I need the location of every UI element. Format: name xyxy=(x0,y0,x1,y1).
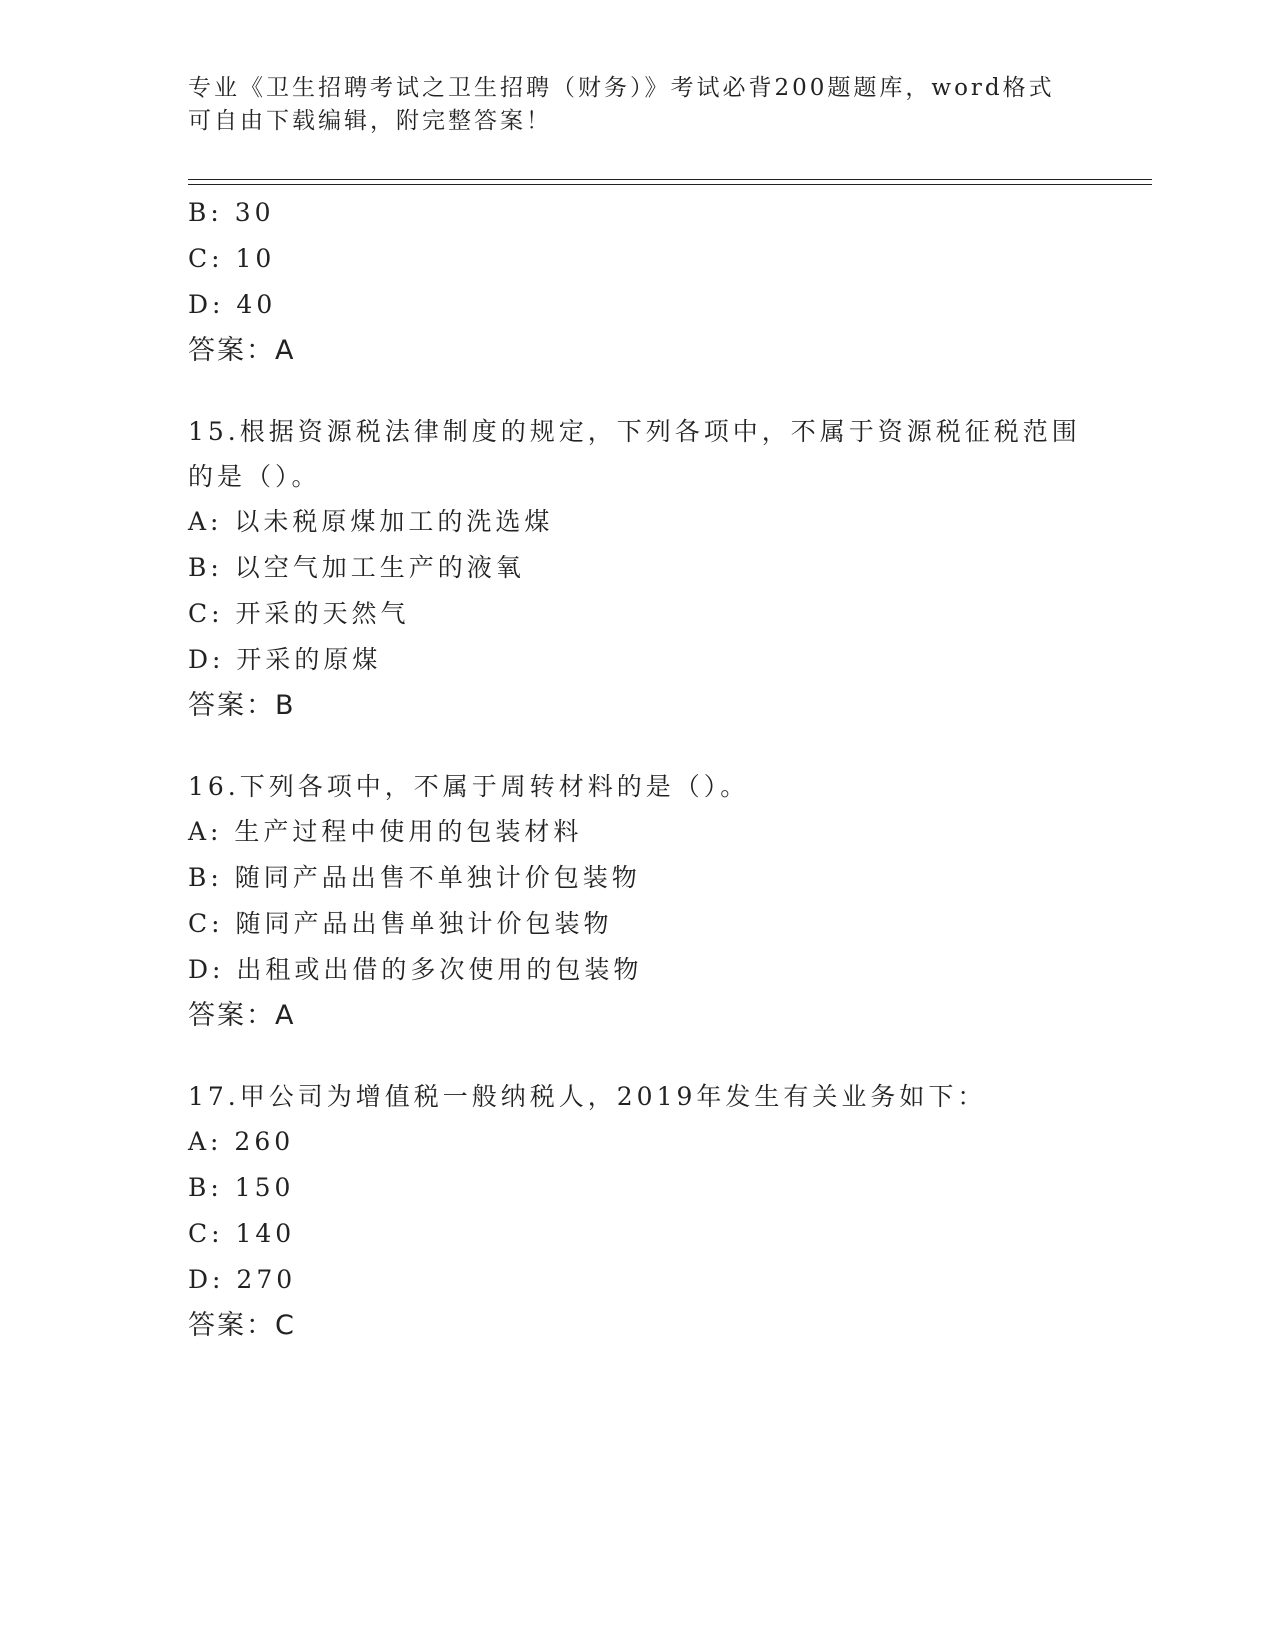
question-text: 15.根据资源税法律制度的规定，下列各项中，不属于资源税征税范围的是（）。 xyxy=(188,417,1081,491)
question-text: 17.甲公司为增值税一般纳税人，2019年发生有关业务如下： xyxy=(188,1082,987,1111)
question-16 xyxy=(188,764,1088,1039)
option-b: B: 随同产品出售不单独计价包装物 xyxy=(188,863,641,892)
answer-line: 答案：C xyxy=(188,1310,296,1341)
option-c: C: 140 xyxy=(188,1219,296,1248)
question-17 xyxy=(188,1074,1088,1349)
question-15 xyxy=(188,409,1088,729)
option-a: A: 生产过程中使用的包装材料 xyxy=(188,817,583,846)
option-c: C: 随同产品出售单独计价包装物 xyxy=(188,909,613,938)
header-rule-top xyxy=(188,179,1152,180)
answer-line: 答案：A xyxy=(188,335,296,366)
answer-line: 答案：B xyxy=(188,690,296,721)
question-list xyxy=(188,190,1088,1349)
option-b: B: 30 xyxy=(188,198,275,227)
option-b: B: 以空气加工生产的液氧 xyxy=(188,553,525,582)
option-d: D: 开采的原煤 xyxy=(188,645,382,674)
option-d: D: 270 xyxy=(188,1265,297,1294)
option-a: A: 以未税原煤加工的洗选煤 xyxy=(188,507,554,536)
question-text: 16.下列各项中，不属于周转材料的是（）。 xyxy=(188,772,750,801)
option-a: A: 260 xyxy=(188,1127,295,1156)
option-b: B: 150 xyxy=(188,1173,295,1202)
option-d: D: 出租或出借的多次使用的包装物 xyxy=(188,955,643,984)
option-c: C: 10 xyxy=(188,244,276,273)
document-header: 专业《卫生招聘考试之卫生招聘（财务）》考试必背200题题库，word格式可自由下载编辑，附完整答案！ xyxy=(188,75,1055,134)
answer-line: 答案：A xyxy=(188,1000,296,1031)
option-c: C: 开采的天然气 xyxy=(188,599,410,628)
option-d: D: 40 xyxy=(188,290,277,319)
header-rule-bottom xyxy=(188,184,1152,185)
question-fragment xyxy=(188,190,1088,374)
